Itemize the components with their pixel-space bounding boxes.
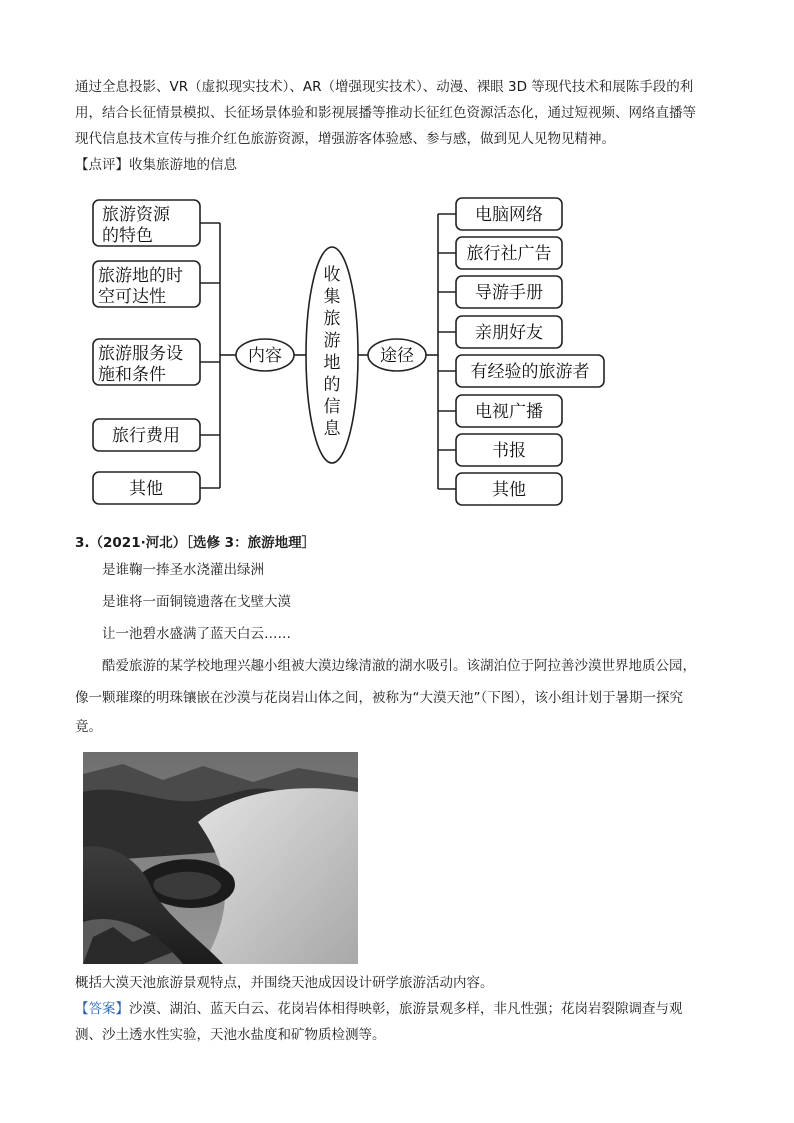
channel-8-label: 其他 (492, 480, 526, 500)
answer-line-1 (75, 996, 723, 1022)
channel-6-label: 电视广播 (475, 402, 543, 422)
question-prompt: 概括大漠天池旅游景观特点，并围绕天池成因设计研学旅游活动内容。 (75, 975, 494, 991)
intro-line-2: 用，结合长征情景模拟、长征场景体验和影视展播等推动长征红色资源活态化，通过短视频、网络直播等 (75, 105, 696, 121)
answer-text-1: 沙漠、湖泊、蓝天白云、花岗岩体相得映彰，旅游景观多样，非凡性强；花岗岩裂隙调查与观 (129, 1001, 683, 1017)
poem-line-1: 是谁鞠一捧圣水浇灌出绿洲 (102, 562, 264, 578)
question-header-text: 3.（2021·河北）［选修 3：旅游地理］ (75, 535, 316, 551)
question-body-2: 像一颗璀璨的明珠镶嵌在沙漠与花岗岩山体之间，被称为“大漠天池”（下图），该小组计划于暑期一探究 (75, 690, 683, 706)
intro-line-3: 现代信息技术宣传与推介红色旅游资源，增强游客体验感、参与感，做到见人见物见精神。 (75, 131, 615, 147)
center-char-8: 息 (323, 419, 341, 439)
answer-tag: 【答案】 (75, 1001, 129, 1017)
channel-hub-label: 途径 (380, 346, 414, 366)
channel-3-label: 导游手册 (475, 283, 543, 303)
poem-line-3: 让一池碧水盛满了蓝天白云…… (102, 626, 291, 642)
comment-tag: 【点评】 (75, 157, 129, 173)
center-char-4: 游 (323, 331, 341, 351)
content-1-line-2: 的特色 (102, 226, 153, 246)
answer-line-2: 测、沙土透水性实验，天池水盐度和矿物质检测等。 (75, 1027, 386, 1043)
center-char-7: 信 (323, 397, 341, 417)
center-char-3: 旅 (323, 309, 341, 329)
question-header (75, 530, 723, 556)
comment-text: 收集旅游地的信息 (129, 157, 237, 173)
channel-7-label: 书报 (492, 441, 526, 461)
comment-line (75, 152, 723, 178)
poem-line-2: 是谁将一面铜镜遗落在戈壁大漠 (102, 594, 291, 610)
info-collection-diagram (88, 192, 618, 510)
channel-4-label: 亲朋好友 (475, 323, 543, 343)
question-body-1: 酷爱旅游的某学校地理兴趣小组被大漠边缘清澈的湖水吸引。该湖泊位于阿拉善沙漠世界地质公园， (102, 658, 696, 674)
center-char-2: 集 (323, 287, 341, 307)
channel-1-label: 电脑网络 (475, 205, 543, 225)
channel-5-label: 有经验的旅游者 (470, 362, 590, 382)
content-hub-label: 内容 (248, 346, 282, 366)
question-body-3: 竟。 (75, 719, 102, 735)
content-2-line-2: 空可达性 (98, 287, 166, 307)
intro-line-1: 通过全息投影、VR（虚拟现实技术）、AR（增强现实技术）、动漫、裸眼 3D 等现代技术和展陈手段的利 (75, 79, 694, 95)
content-2-line-1: 旅游地的时 (98, 266, 183, 286)
center-char-6: 的 (323, 375, 341, 395)
desert-lake-photo (83, 752, 358, 964)
content-4-label: 旅行费用 (112, 426, 180, 446)
center-char-5: 地 (323, 353, 341, 373)
channel-2-label: 旅行社广告 (466, 244, 552, 264)
content-5-label: 其他 (129, 479, 163, 499)
content-3-line-2: 施和条件 (98, 365, 166, 385)
center-char-1: 收 (323, 265, 341, 285)
content-1-line-1: 旅游资源 (102, 205, 170, 225)
content-3-line-1: 旅游服务设 (98, 344, 183, 364)
